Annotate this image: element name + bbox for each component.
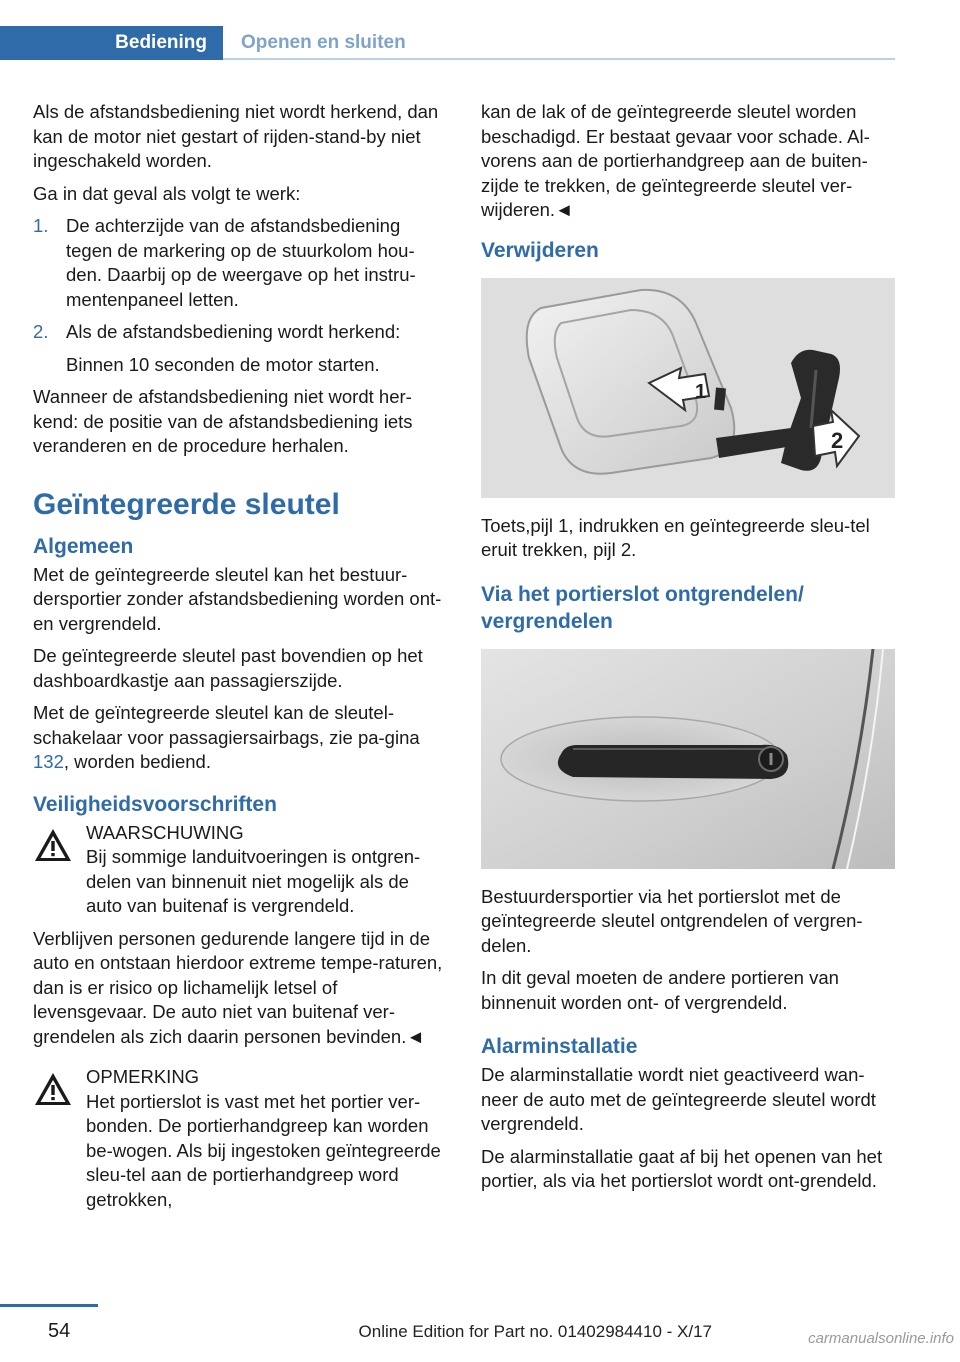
step-text: De achterzijde van de afstandsbediening tegen de markering op de stuurkolom hou-den. Daarbij op de weergave op het instru-mentenpaneel letten. <box>66 215 416 310</box>
figure-door-handle <box>481 649 895 869</box>
note-continuation: kan de lak of de geïntegreerde sleutel worden beschadigd. Er bestaat gevaar voor schade. Al-vorens aan de portierhandgreep aan de buiten-zijde te trekken, de geïntegreerde sleutel ver-wijderen.◄ <box>481 101 870 220</box>
algemeen-paragraph-2: De geïntegreerde sleutel past bovendien op het dashboardkastje aan passagierszijde. <box>33 645 423 691</box>
subsection-verwijderen: Verwijderen <box>481 238 599 262</box>
alarm-paragraph-2: De alarminstallatie gaat af bij het openen van het portier, als via het portierslot wordt ont-grendeld. <box>481 1145 883 1191</box>
instruction-lead: Ga in dat geval als volgt te werk: <box>33 182 301 204</box>
figure-key-removal <box>481 278 895 498</box>
header-tab-bar <box>0 26 895 60</box>
page-link-132[interactable]: 132 <box>33 751 64 772</box>
intro-paragraph: Als de afstandsbediening niet wordt herkend, dan kan de motor niet gestart of rijden-stand-by niet ingeschakeld worden. <box>33 101 439 171</box>
list-item <box>33 320 449 377</box>
text-fragment: Met de geïntegreerde sleutel kan de sleutel-schakelaar voor passagiersairbags, zie pa-gina <box>33 702 420 748</box>
subsection-veiligheid: Veiligheidsvoorschriften <box>33 792 277 816</box>
portierslot-paragraph-2: In dit geval moeten de andere portieren van binnenuit worden ont- of vergrendeld. <box>481 967 839 1013</box>
note-block <box>33 1065 449 1212</box>
arrow-label-2: 2 <box>831 427 844 453</box>
tab-openen-en-sluiten[interactable]: Openen en sluiten <box>241 32 406 53</box>
list-item <box>33 214 449 312</box>
note-text-1: Het portierslot is vast met het portier ver-bonden. De portierhandgreep kan worden be-wogen. Als bij ingestoken geïntegreerde sleu-tel aan de portierhandgreep word getrokken, <box>86 1090 441 1210</box>
watermark: carmanualsonline.info <box>808 1330 954 1347</box>
step-sub-text: Binnen 10 seconden de motor starten. <box>66 353 380 375</box>
algemeen-paragraph-1: Met de geïntegreerde sleutel kan het bestuur-dersportier zonder afstandsbediening worden ont- en vergrendeld. <box>33 563 442 634</box>
left-column <box>33 100 449 1212</box>
warning-triangle-icon <box>33 827 73 863</box>
steps-list <box>33 214 449 377</box>
warning-text-2: Verblijven personen gedurende langere tijd in de auto en ontstaan hierdoor extreme tempe-raturen, dan is er risico op lichamelijk letsel of levensgevaar. De auto niet van buitenaf ver-grendelen als zich daarin personen bevinden.◄ <box>33 927 443 1047</box>
step-text: Als de afstandsbediening wordt herkend: <box>66 321 401 342</box>
subsection-alarm: Alarminstallatie <box>481 1035 638 1058</box>
page-number: 54 <box>48 1320 71 1342</box>
warning-triangle-icon <box>33 1071 73 1107</box>
section-title: Geïntegreerde sleutel <box>33 487 340 521</box>
step-number: 1. <box>33 215 49 236</box>
tab-bediening[interactable]: Bediening <box>0 26 223 60</box>
warning-block <box>33 821 449 919</box>
footer-rule <box>0 1304 98 1307</box>
text-fragment: , worden bediend. <box>63 751 211 772</box>
door-handle-illustration <box>481 649 895 869</box>
figure-caption-1: Toets,pijl 1, indrukken en geïntegreerde sleu-tel eruit trekken, pijl 2. <box>481 514 870 560</box>
key-fob-illustration <box>481 278 895 498</box>
subsection-portierslot: Via het portierslot ontgrendelen/ vergrendelen <box>481 582 804 633</box>
portierslot-paragraph-1: Bestuurdersportier via het portierslot met de geïntegreerde sleutel ontgrendelen of vergren-delen. <box>481 885 863 956</box>
algemeen-paragraph-3 <box>33 701 449 775</box>
subsection-algemeen: Algemeen <box>33 534 134 558</box>
retry-paragraph: Wanneer de afstandsbediening niet wordt her-kend: de positie van de afstandsbediening iets veranderen en de procedure herhalen. <box>33 386 413 456</box>
warning-title: WAARSCHUWING <box>86 821 244 843</box>
warning-text-1: Bij sommige landuitvoeringen is ontgren-delen van binnenuit niet mogelijk als de auto van buitenaf is vergrendeld. <box>86 846 421 916</box>
note-title: OPMERKING <box>86 1066 200 1087</box>
arrow-label-1: 1 <box>695 380 707 403</box>
edition-text: Online Edition for Part no. 01402984410 - X/17 <box>358 1322 712 1341</box>
step-number: 2. <box>33 321 49 342</box>
alarm-paragraph-1: De alarminstallatie wordt niet geactiveerd wan-neer de auto met de geïntegreerde sleutel wordt vergrendeld. <box>481 1064 876 1134</box>
right-column <box>481 100 897 1202</box>
